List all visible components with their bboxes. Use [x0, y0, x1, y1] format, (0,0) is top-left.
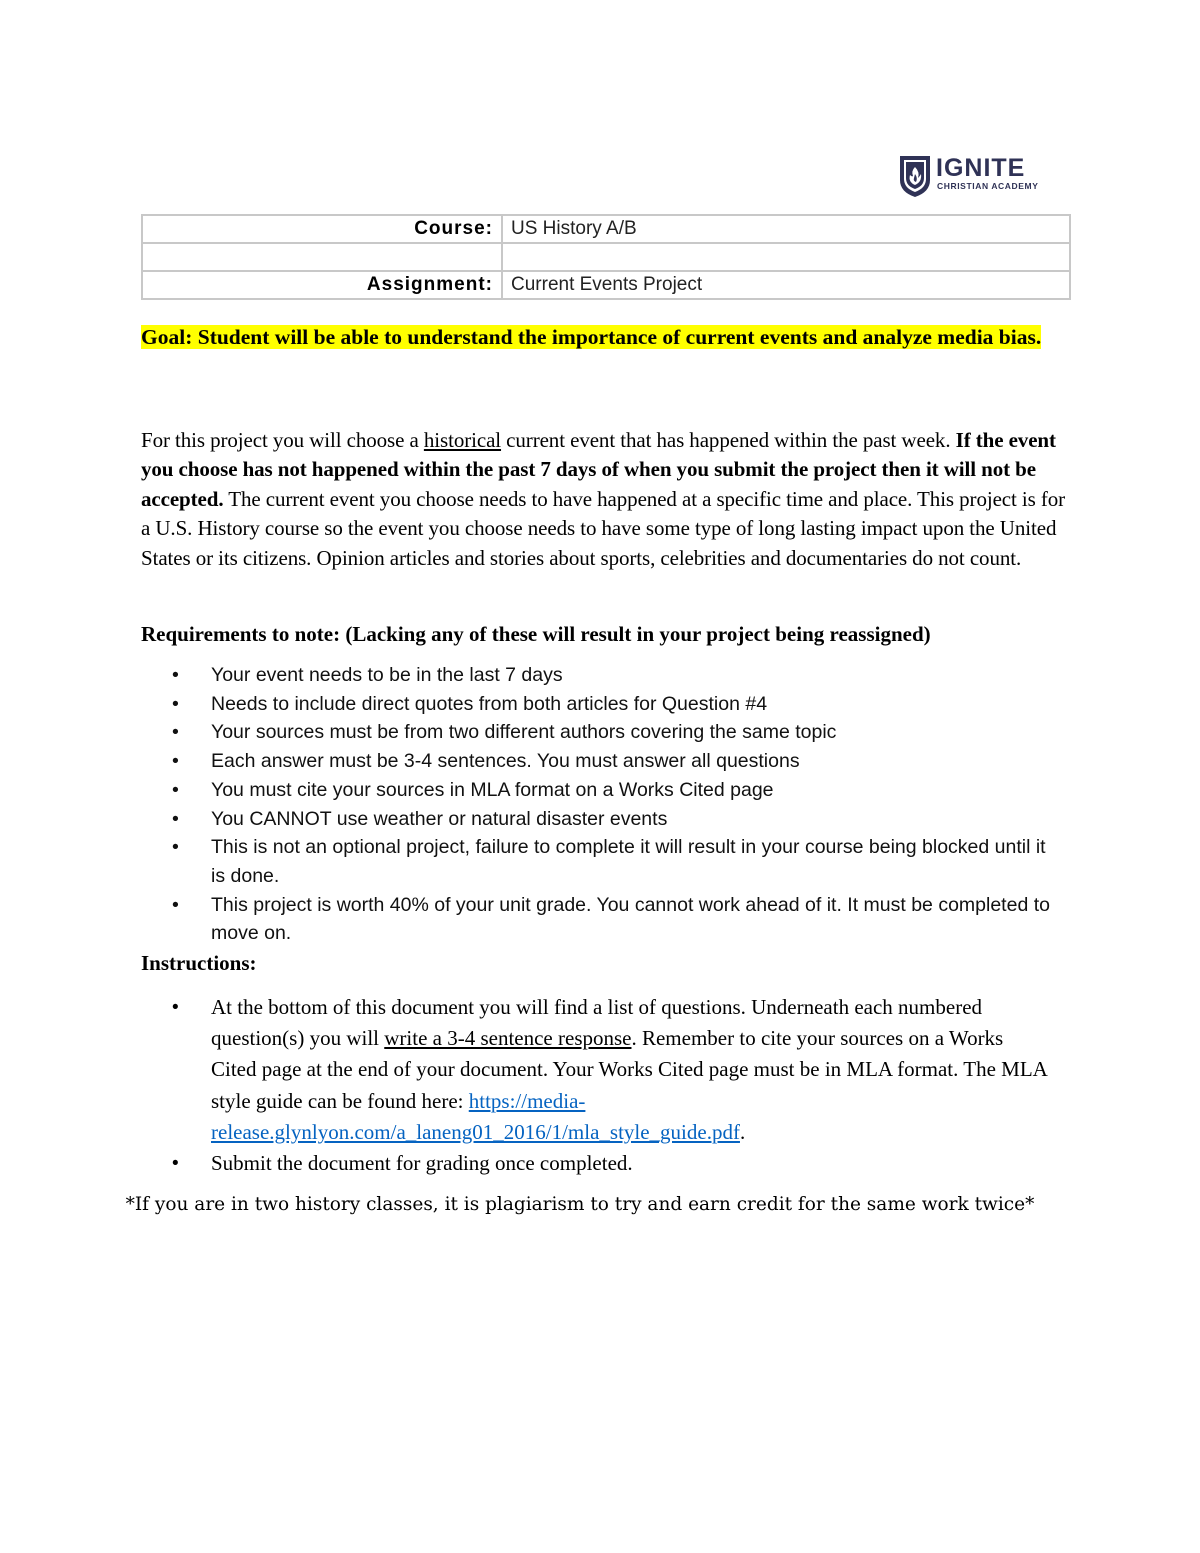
instruction-text-3: .	[739, 1119, 746, 1144]
course-value: US History A/B	[502, 215, 1070, 243]
bullet-icon: •	[172, 778, 179, 801]
goal-text: Goal: Student will be able to understand the importance of current events and analyze media bias.	[141, 325, 1042, 349]
requirement-text: Your event needs to be in the last 7 days	[211, 664, 563, 686]
requirement-text: This is not an optional project, failure to complete it will result in your course being blocked until it is done.	[211, 836, 1046, 887]
intro-underlined: historical	[423, 428, 502, 452]
requirement-text: Your sources must be from two different authors covering the same topic	[211, 721, 837, 744]
intro-text-3: The current event you choose needs to have happened at a specific time and place. This project is for a U.S. History course so the event you choose needs to have some type of long lasting impact upon the United States or its citizens. Opinion articles and stories about sports, celebrities and documentaries do not count.	[141, 486, 1066, 570]
instruction-underlined: write a 3-4 sentence response	[384, 1026, 632, 1051]
intro-paragraph	[141, 426, 1076, 573]
list-item	[172, 661, 1052, 690]
requirement-text: Needs to include direct quotes from both articles for Question #4	[211, 692, 768, 715]
list-item	[172, 805, 1052, 834]
bullet-icon: •	[172, 997, 179, 1018]
table-row	[142, 271, 1070, 299]
instruction-text-1: At the bottom of this document you will find a list of questions. Underneath each numbered question(s) you will	[211, 995, 983, 1051]
bullet-icon: •	[172, 836, 179, 859]
requirements-heading: Requirements to note: (Lacking any of these will result in your project being reassigned)	[141, 622, 931, 646]
requirement-text: You CANNOT use weather or natural disaster events	[211, 807, 668, 830]
bullet-icon: •	[172, 893, 179, 916]
requirement-text: You must cite your sources in MLA format on a Works Cited page	[211, 778, 774, 801]
instruction-submit-text: Submit the document for grading once completed.	[211, 1151, 633, 1176]
list-item	[172, 690, 1052, 719]
list-item	[172, 833, 1052, 890]
list-item	[172, 718, 1052, 747]
bullet-icon: •	[172, 750, 179, 773]
list-item	[172, 747, 1052, 776]
instructions-heading: Instructions:	[141, 951, 257, 975]
course-label: Course:	[142, 215, 502, 243]
list-item	[172, 1148, 1052, 1179]
instructions-list	[172, 992, 1052, 1179]
list-item	[172, 776, 1052, 805]
assignment-value: Current Events Project	[502, 271, 1070, 299]
requirement-text: Each answer must be 3-4 sentences. You must answer all questions	[211, 750, 800, 773]
intro-text-1: For this project you will choose a	[141, 428, 424, 452]
goal-statement	[141, 322, 1071, 352]
table-row	[142, 243, 1070, 271]
empty-value	[502, 243, 1070, 271]
bullet-icon: •	[172, 1153, 179, 1175]
mla-style-guide-link[interactable]: https://media-release.glynlyon.com/a_laneng01_2016/1/mla_style_guide.pdf	[211, 1088, 740, 1144]
bullet-icon: •	[172, 664, 179, 686]
requirement-text: This project is worth 40% of your unit grade. You cannot work ahead of it. It must be completed to move on.	[211, 893, 1050, 945]
bullet-icon: •	[172, 721, 179, 744]
course-info-table	[141, 214, 1071, 300]
logo-wordmark: IGNITE	[936, 154, 1026, 182]
intro-bold-warning: If the event you choose has not happened within the past 7 days of when you submit the project then it will not be accepted.	[141, 428, 1056, 511]
empty-label	[142, 243, 502, 271]
intro-text-2: current event that has happened within the past week.	[501, 428, 956, 452]
instruction-text-2: . Remember to cite your sources on a Works Cited page at the end of your document. Your Works Cited page must be in MLA format. The MLA style guide can be found here:	[211, 1026, 1047, 1113]
shield-flame-icon	[898, 154, 932, 198]
bullet-icon: •	[172, 692, 179, 715]
assignment-label: Assignment:	[142, 271, 502, 299]
list-item	[172, 992, 1052, 1148]
table-row	[142, 215, 1070, 243]
plagiarism-note: *If you are in two history classes, it is plagiarism to try and earn credit for the same work twice*	[125, 1194, 1035, 1215]
list-item	[172, 891, 1052, 948]
ignite-logo	[898, 154, 1058, 200]
logo-subtitle: CHRISTIAN ACADEMY	[937, 181, 1039, 191]
bullet-icon: •	[172, 807, 179, 830]
requirements-list	[172, 661, 1052, 948]
